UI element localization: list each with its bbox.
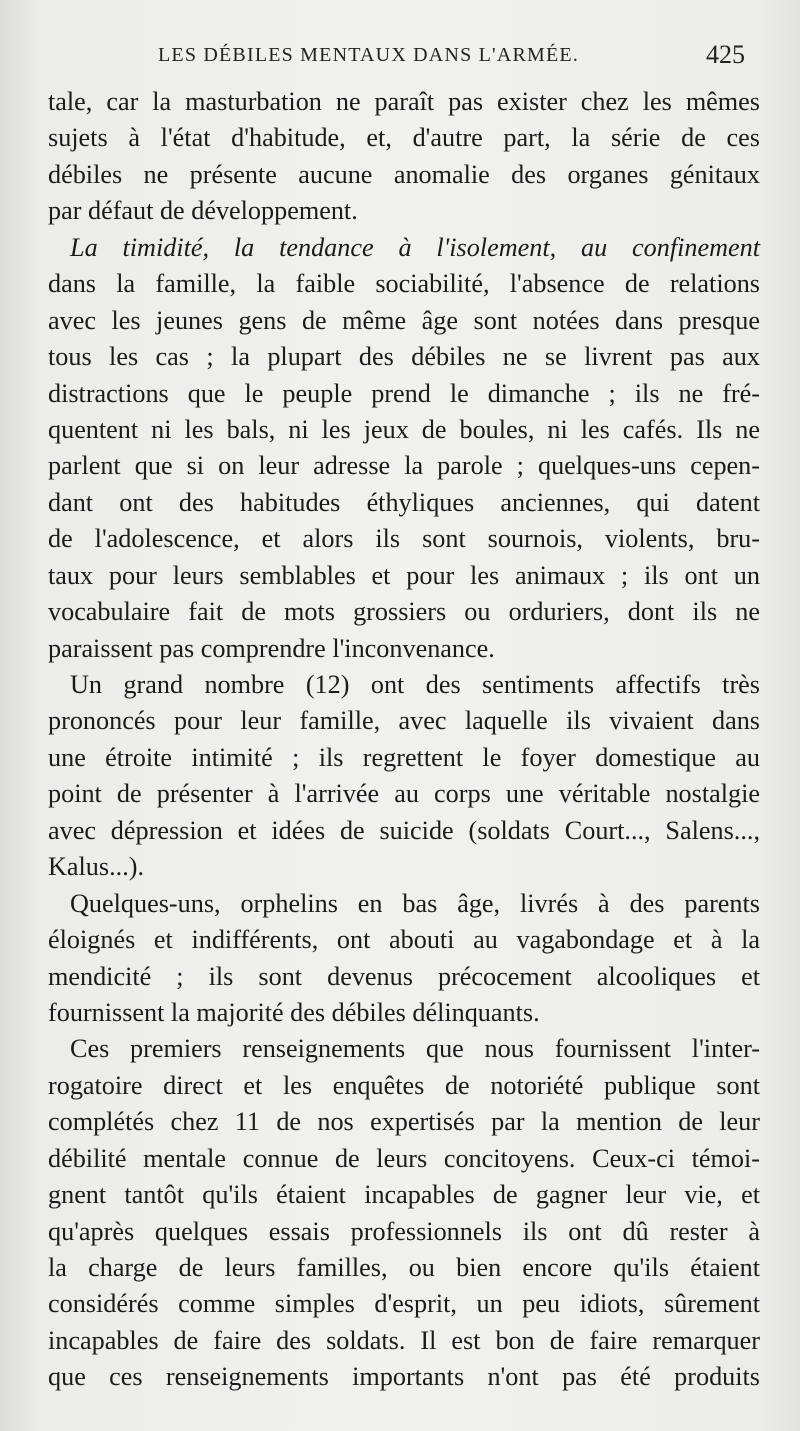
text-line: rogatoire direct et les enquêtes de notoriété publique sont	[48, 1070, 760, 1100]
text-line: Ces premiers renseignements que nous fournissent l'inter-	[70, 1034, 760, 1064]
text-line: qu'après quelques essais professionnels ils ont dû rester à	[48, 1216, 760, 1246]
page-header	[0, 38, 800, 78]
text-line: paraissent pas comprendre l'inconvenance.	[48, 633, 495, 663]
text-line: éloignés et indifférents, ont abouti au vagabondage et à la	[48, 925, 760, 955]
text-line: dans la famille, la faible sociabilité, l'absence de relations	[48, 269, 760, 299]
text-line: complétés chez 11 de nos expertisés par la mention de leur	[48, 1107, 760, 1137]
text-line: débilité mentale connue de leurs concitoyens. Ceux-ci témoi-	[48, 1143, 760, 1173]
text-line: vocabulaire fait de mots grossiers ou orduriers, dont ils ne	[48, 597, 760, 627]
body-text	[48, 84, 760, 1396]
text-line: dant ont des habitudes éthyliques anciennes, qui datent	[48, 487, 760, 517]
page-number: 425	[706, 40, 745, 69]
text-line: prononcés pour leur famille, avec laquelle ils vivaient dans	[48, 706, 760, 736]
text-line: Quelques-uns, orphelins en bas âge, livrés à des parents	[70, 888, 760, 918]
text-line: parlent que si on leur adresse la parole ; quelques-uns cepen-	[48, 451, 760, 481]
text-line: tous les cas ; la plupart des débiles ne se livrent pas aux	[48, 342, 760, 372]
text-line: Kalus...).	[48, 852, 145, 882]
text-line: tale, car la masturbation ne paraît pas exister chez les mêmes	[48, 87, 760, 116]
running-title: LES DÉBILES MENTAUX DANS L'ARMÉE.	[158, 44, 580, 66]
text-line: de l'adolescence, et alors ils sont sournois, violents, bru-	[48, 524, 760, 554]
text-line: mendicité ; ils sont devenus précocement alcooliques et	[48, 961, 760, 991]
text-line: point de présenter à l'arrivée au corps une véritable nostalgie	[48, 779, 760, 809]
text-line: avec les jeunes gens de même âge sont notées dans presque	[48, 305, 760, 335]
text-line: par défaut de développement.	[48, 196, 358, 226]
text-line: fournissent la majorité des débiles délinquants.	[48, 997, 540, 1027]
text-line: distractions que le peuple prend le dimanche ; ils ne fré-	[48, 378, 760, 408]
text-line: quentent ni les bals, ni les jeux de boules, ni les cafés. Ils ne	[48, 414, 760, 444]
text-line: que ces renseignements importants n'ont pas été produits	[48, 1362, 760, 1392]
text-line: La timidité, la tendance à l'isolement, au confinement	[70, 232, 760, 262]
text-line: gnent tantôt qu'ils étaient incapables de gagner leur vie, et	[48, 1180, 760, 1210]
text-line: avec dépression et idées de suicide (soldats Court..., Salens...,	[48, 815, 760, 845]
text-line: incapables de faire des soldats. Il est bon de faire remarquer	[48, 1325, 760, 1355]
text-line: la charge de leurs familles, ou bien encore qu'ils étaient	[48, 1253, 760, 1282]
text-line: Un grand nombre (12) ont des sentiments affectifs très	[70, 670, 760, 699]
text-line: débiles ne présente aucune anomalie des organes génitaux	[48, 159, 760, 189]
text-line: taux pour leurs semblables et pour les animaux ; ils ont un	[48, 560, 760, 590]
text-line: sujets à l'état d'habitude, et, d'autre part, la série de ces	[48, 123, 760, 153]
text-line: une étroite intimité ; ils regrettent le foyer domestique au	[48, 742, 760, 772]
text-line: considérés comme simples d'esprit, un peu idiots, sûrement	[48, 1289, 760, 1319]
